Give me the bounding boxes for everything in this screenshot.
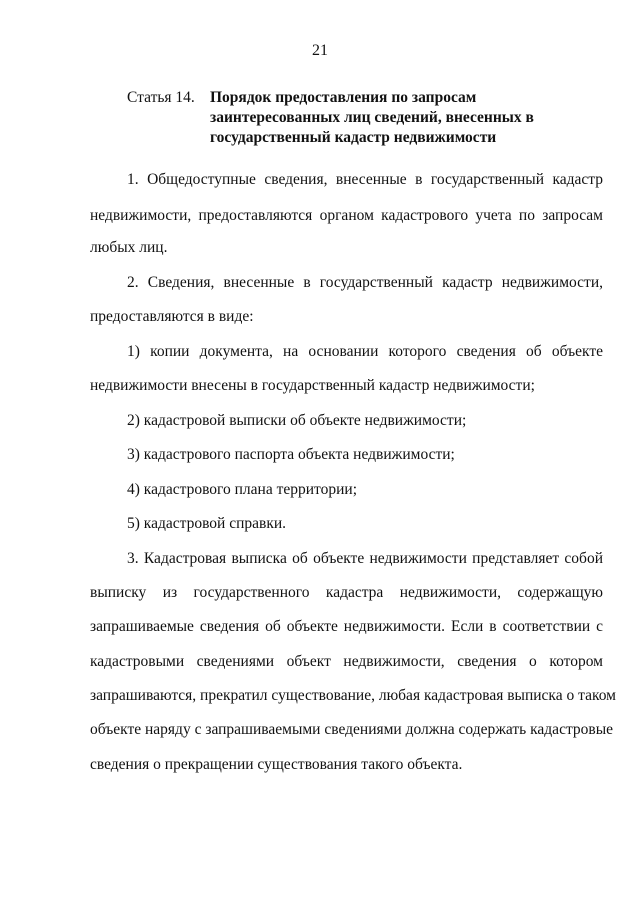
paragraph-line: выписку из государственного кадастра недвижимости, содержащую <box>90 584 603 601</box>
paragraph-line: недвижимости, предоставляются органом кадастрового учета по запросам <box>90 207 603 224</box>
paragraph-line: запрашиваются, прекратил существование, любая кадастровая выписка о таком <box>90 687 616 704</box>
paragraph-line: 2. Сведения, внесенные в государственный кадастр недвижимости, <box>127 274 603 291</box>
list-item: 2) кадастровой выписки об объекте недвижимости; <box>127 412 467 429</box>
article-number: Статья 14. <box>127 89 195 106</box>
paragraph-line: любых лиц. <box>90 239 168 256</box>
article-title-line: государственный кадастр недвижимости <box>210 129 497 146</box>
paragraph-line: запрашиваемые сведения об объекте недвижимости. Если в соответствии с <box>90 618 603 635</box>
paragraph-line: 1. Общедоступные сведения, внесенные в государственный кадастр <box>127 171 603 188</box>
page-number: 21 <box>312 42 328 59</box>
paragraph-line: недвижимости внесены в государственный кадастр недвижимости; <box>90 377 535 394</box>
list-item: 5) кадастровой справки. <box>127 515 287 532</box>
article-title-line: заинтересованных лиц сведений, внесенных в <box>210 109 534 126</box>
paragraph-line: объекте наряду с запрашиваемыми сведениями должна содержать кадастровые <box>90 721 614 738</box>
list-item: 4) кадастрового плана территории; <box>127 481 358 498</box>
paragraph-line: 1) копии документа, на основании которого сведения об объекте <box>127 343 603 360</box>
paragraph-line: сведения о прекращении существования такого объекта. <box>90 756 463 773</box>
paragraph-line: кадастровыми сведениями объект недвижимости, сведения о котором <box>90 653 603 670</box>
paragraph-line: 3. Кадастровая выписка об объекте недвижимости представляет собой <box>127 550 603 567</box>
article-title <box>210 88 590 148</box>
article-title-line: Порядок предоставления по запросам <box>210 89 477 106</box>
paragraph-line: предоставляются в виде: <box>90 308 254 325</box>
list-item: 3) кадастрового паспорта объекта недвижимости; <box>127 446 455 463</box>
